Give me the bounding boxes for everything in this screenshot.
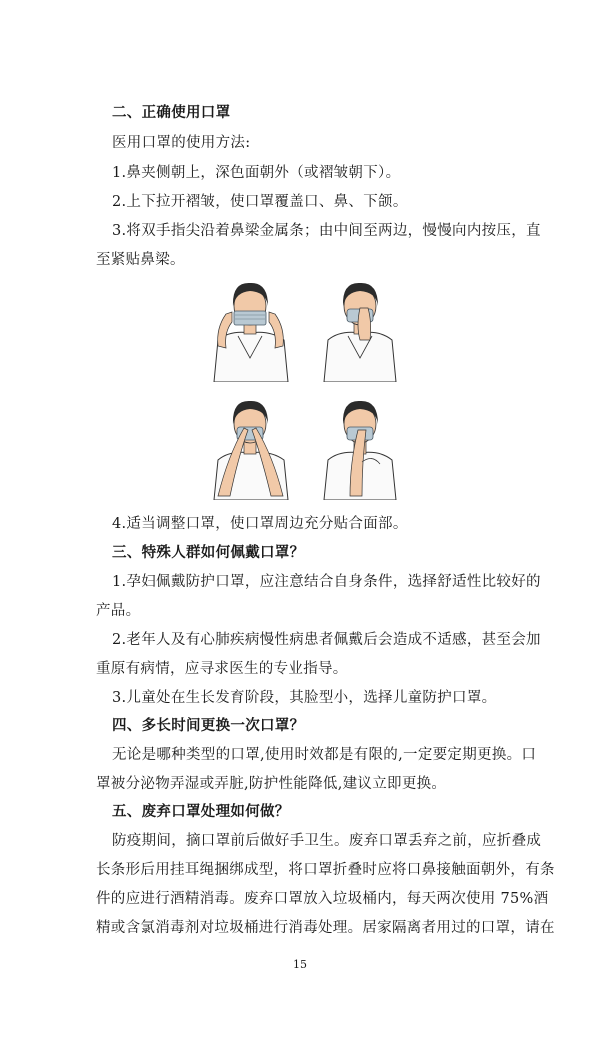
nose-clip-press-illustration bbox=[320, 278, 400, 382]
section5-line4: 精或含氯消毒剂对垃圾桶进行消毒处理。居家隔离者用过的口罩，请在 bbox=[96, 920, 555, 936]
section5-heading: 五、废弃口罩处理如何做？ bbox=[112, 804, 290, 820]
section2-heading: 二、正确使用口罩 bbox=[112, 105, 231, 121]
pinch-nose-illustration bbox=[208, 396, 293, 500]
step1-text: 1.鼻夹侧朝上，深色面朝外（或褶皱朝下）。 bbox=[112, 165, 401, 181]
page-number: 15 bbox=[293, 958, 307, 971]
section5-line3: 件的应进行酒精消毒。废弃口罩放入垃圾桶内，每天两次使用 75%酒 bbox=[96, 891, 549, 907]
section4-line2: 罩被分泌物弄湿或弄脏,防护性能降低,建议立即更换。 bbox=[96, 776, 447, 792]
section3-item2-line2: 重原有病情，应寻求医生的专业指导。 bbox=[96, 661, 348, 677]
step3-text-line2: 至紧贴鼻梁。 bbox=[96, 252, 185, 268]
press-nose-single-hand-illustration bbox=[320, 396, 400, 500]
step3-text-line1: 3.将双手指尖沿着鼻梁金属条；由中间至两边，慢慢向内按压，直 bbox=[112, 223, 541, 239]
section3-item3: 3.儿童处在生长发育阶段，其脸型小，选择儿童防护口罩。 bbox=[112, 690, 497, 706]
mask-hold-illustration bbox=[208, 278, 293, 382]
section3-item2-line1: 2.老年人及有心肺疾病慢性病患者佩戴后会造成不适感，甚至会加 bbox=[112, 632, 541, 648]
section5-line1: 防疫期间，摘口罩前后做好手卫生。废弃口罩丢弃之前，应折叠成 bbox=[112, 833, 542, 849]
section4-heading: 四、多长时间更换一次口罩？ bbox=[112, 718, 305, 734]
section5-line2: 长条形后用挂耳绳捆绑成型，将口罩折叠时应将口鼻接触面朝外，有条 bbox=[96, 862, 555, 878]
section3-heading: 三、特殊人群如何佩戴口罩？ bbox=[112, 545, 305, 561]
section3-item1-line1: 1.孕妇佩戴防护口罩，应注意结合自身条件，选择舒适性比较好的 bbox=[112, 574, 541, 590]
section4-line1: 无论是哪种类型的口罩,使用时效都是有限的,一定要定期更换。口 bbox=[112, 747, 537, 763]
section3-item1-line2: 产品。 bbox=[96, 603, 141, 619]
step4-text: 4.适当调整口罩，使口罩周边充分贴合面部。 bbox=[112, 516, 408, 532]
step2-text: 2.上下拉开褶皱，使口罩覆盖口、鼻、下颌。 bbox=[112, 194, 408, 210]
section2-intro: 医用口罩的使用方法: bbox=[112, 135, 251, 151]
